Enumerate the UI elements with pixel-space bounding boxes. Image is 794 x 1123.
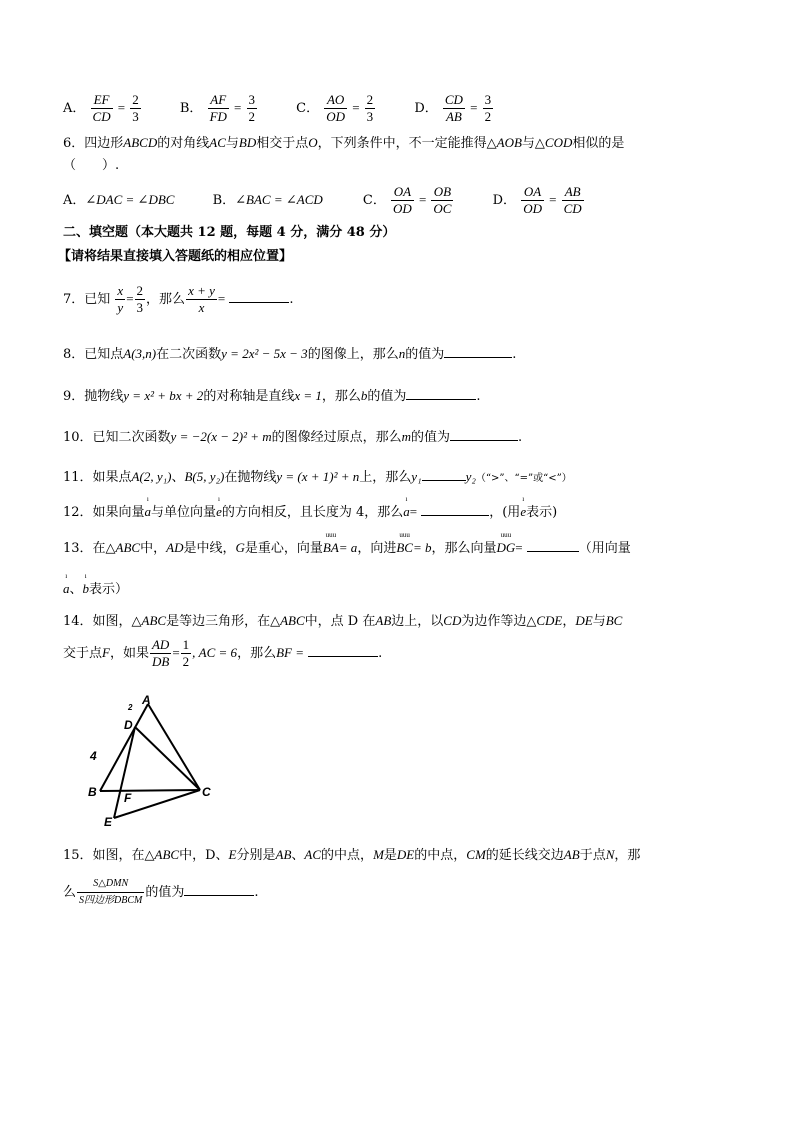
q12: 12．如果向量 ı a与单位向量 ı e的方向相反，且长度为 4，那么 ı a= ，(用 ı e表示) <box>63 495 558 520</box>
q15-answer-blank[interactable] <box>184 883 254 896</box>
q13-line-2: ı a、 ı b表示） <box>63 572 129 597</box>
side-bc <box>100 790 200 791</box>
q8-answer-blank[interactable] <box>444 345 512 358</box>
q5-option-b[interactable]: B． $\frac{AF}{FD}$ = $\frac{3}{2}$ <box>179 92 256 124</box>
triangle-figure <box>80 692 220 832</box>
q14-line-2: 交于点F，如果 $\frac{AD}{DB}$ = $\frac{1}{2}$ , AC = 6，那么BF = . <box>63 637 383 669</box>
q11: 11．如果点A(2, y₁)、B(5, y₂)在抛物线y = (x + 1)² + n上，那么y₁ y₂（“>”、“=”或“<”） <box>63 469 572 485</box>
q6-option-c[interactable]: C． $\frac{OA}{OD}$ = $\frac{OB}{OC}$ <box>362 184 452 216</box>
q10: 10．已知二次函数y = −2(x − 2)² + m的图像经过原点，那么m的值为 . <box>63 429 523 445</box>
q5-option-a[interactable]: A． $\frac{EF}{CD}$ = $\frac{2}{3}$ <box>63 92 139 124</box>
q9: 9．抛物线y = x² + bx + 2的对称轴是直线x = 1，那么b的值为 . <box>63 388 481 404</box>
label-d: D <box>124 718 133 732</box>
section-instruction: 【请将结果直接填入答题纸的相应位置】 <box>58 249 293 264</box>
q13-answer-blank[interactable] <box>527 539 579 552</box>
q6-option-b[interactable]: B．∠BAC = ∠ACD <box>212 192 323 208</box>
q7: 7．已知 $\frac{x}{y}$ = $\frac{2}{3}$ ，那么 $\frac{x + y}{x}$ = . <box>63 283 294 315</box>
q15-line-2: 么 $\frac{\text{S△DMN}}{\text{S四边形DBCM}}$ 的值为 . <box>63 878 259 906</box>
label-e: E <box>104 815 113 829</box>
q6-option-d[interactable]: D． $\frac{OA}{OD}$ = $\frac{AB}{CD}$ <box>492 184 582 216</box>
label-small: 2 <box>128 703 133 712</box>
q13-line-1: 13．在△ABC中，AD是中线，G是重心，向量 uuu BA= a，向进 uuu BC= b，那么向量 uuu DG= （用向量 <box>63 531 631 556</box>
q7-answer-blank[interactable] <box>229 290 289 303</box>
q14-line-1: 14．如图，△ABC是等边三角形，在△ABC中，点 D 在AB边上，以CD为边作等边△CDE，DE与BC <box>63 613 623 629</box>
q15-line-1: 15．如图，在△ABC中，D、E分别是AB、AC的中点，M是DE的中点，CM的延长线交边AB于点N，那 <box>63 847 641 863</box>
q10-answer-blank[interactable] <box>450 428 518 441</box>
label-a: A <box>142 693 151 707</box>
q5-options <box>63 92 494 125</box>
section-heading: 二、填空题（本大题共 12 题，每题 4 分，满分 48 分） <box>63 225 396 240</box>
label-f: F <box>124 791 132 805</box>
q6-option-a[interactable]: A．∠DAC = ∠DBC <box>63 192 175 208</box>
q6-stem: 6．四边形ABCD的对角线AC与BD相交于点O，下列条件中，不一定能推得△AOB与△COD相似的是 <box>63 135 625 151</box>
label-4: 4 <box>90 749 97 763</box>
q9-answer-blank[interactable] <box>406 387 476 400</box>
q11-answer-blank[interactable] <box>422 468 466 481</box>
q5-option-d[interactable]: D． $\frac{CD}{AB}$ = $\frac{3}{2}$ <box>414 92 492 124</box>
q14-answer-blank[interactable] <box>308 644 378 657</box>
label-b: B <box>88 785 97 799</box>
q8: 8．已知点A(3,n)在二次函数y = 2x² − 5x − 3的图像上，那么n的值为 . <box>63 346 517 362</box>
q6-paren: （ ）. <box>63 158 120 173</box>
label-c: C <box>202 785 211 799</box>
q12-answer-blank[interactable] <box>421 503 489 516</box>
q6-options <box>63 184 585 217</box>
q5-option-c[interactable]: C． $\frac{AO}{OD}$ = $\frac{2}{3}$ <box>296 92 374 124</box>
